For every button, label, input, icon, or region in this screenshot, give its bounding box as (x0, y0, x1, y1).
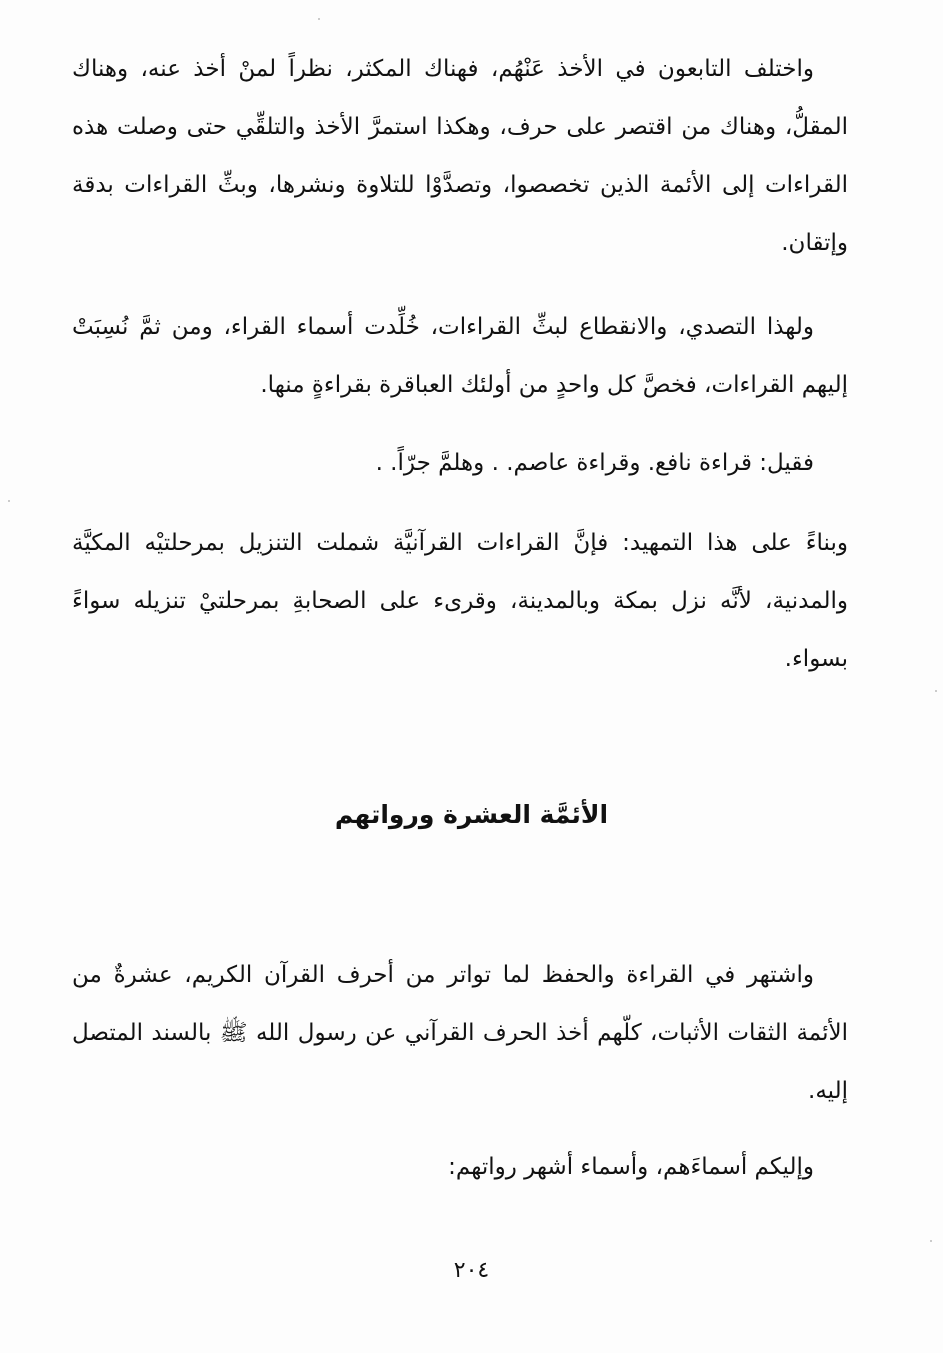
scan-speck (935, 690, 937, 692)
paragraph-text: واشتهر في القراءة والحفظ لما تواتر من أحرف القرآن الكريم، عشرةٌ من الأئمة الثقات الأثبات، كلّهم أخذ الحرف القرآني عن رسول الله ﷺ بالسند المتصل إليه. (72, 962, 848, 1104)
paragraph-tasaddi (72, 298, 848, 414)
section-heading: الأئمَّة العشرة ورواتهم (334, 800, 609, 829)
paragraph-tamheed (72, 514, 848, 688)
paragraph-imams (72, 946, 848, 1120)
paragraph-tabiun (72, 40, 848, 272)
paragraph-text: وإليكم أسماءَهم، وأسماء أشهر رواتهم: (448, 1154, 814, 1180)
paragraph-examples (72, 434, 848, 492)
scan-speck (318, 18, 320, 20)
paragraph-text: وبناءً على هذا التمهيد: فإنَّ القراءات القرآنيَّة شملت التنزيل بمرحلتيْه المكيَّة والمدنية، لأنَّه نزل بمكة وبالمدينة، وقرىء على الصحابةِ بمرحلتيْ تنزيله سواءً بسواء. (72, 530, 848, 672)
scan-speck (8, 500, 10, 502)
paragraph-intro-list (72, 1138, 848, 1196)
paragraph-text: واختلف التابعون في الأخذ عَنْهُم، فهناك المكثر، نظراً لمنْ أخذ عنه، وهناك المقلُّ، وهناك من اقتصر على حرف، وهكذا استمرَّ الأخذ والتلقِّي حتى وصلت هذه القراءات إلى الأئمة الذين تخصصوا، وتصدَّوْا للتلاوة ونشرها، وبثِّ القراءات بدقة وإتقان. (72, 56, 848, 256)
scan-speck (930, 1240, 932, 1242)
paragraph-text: ولهذا التصدي، والانقطاع لبثِّ القراءات، خُلِّدت أسماء القراء، ومن ثمَّ نُسِبَتْ إليهم القراءات، فخصَّ كل واحدٍ من أولئك العباقرة بقراءةٍ منها. (72, 314, 848, 398)
paragraph-text: فقيل: قراءة نافع. وقراءة عاصم. . وهلمَّ جرّاً. . (375, 450, 814, 476)
page-number: ٢٠٤ (453, 1258, 490, 1283)
